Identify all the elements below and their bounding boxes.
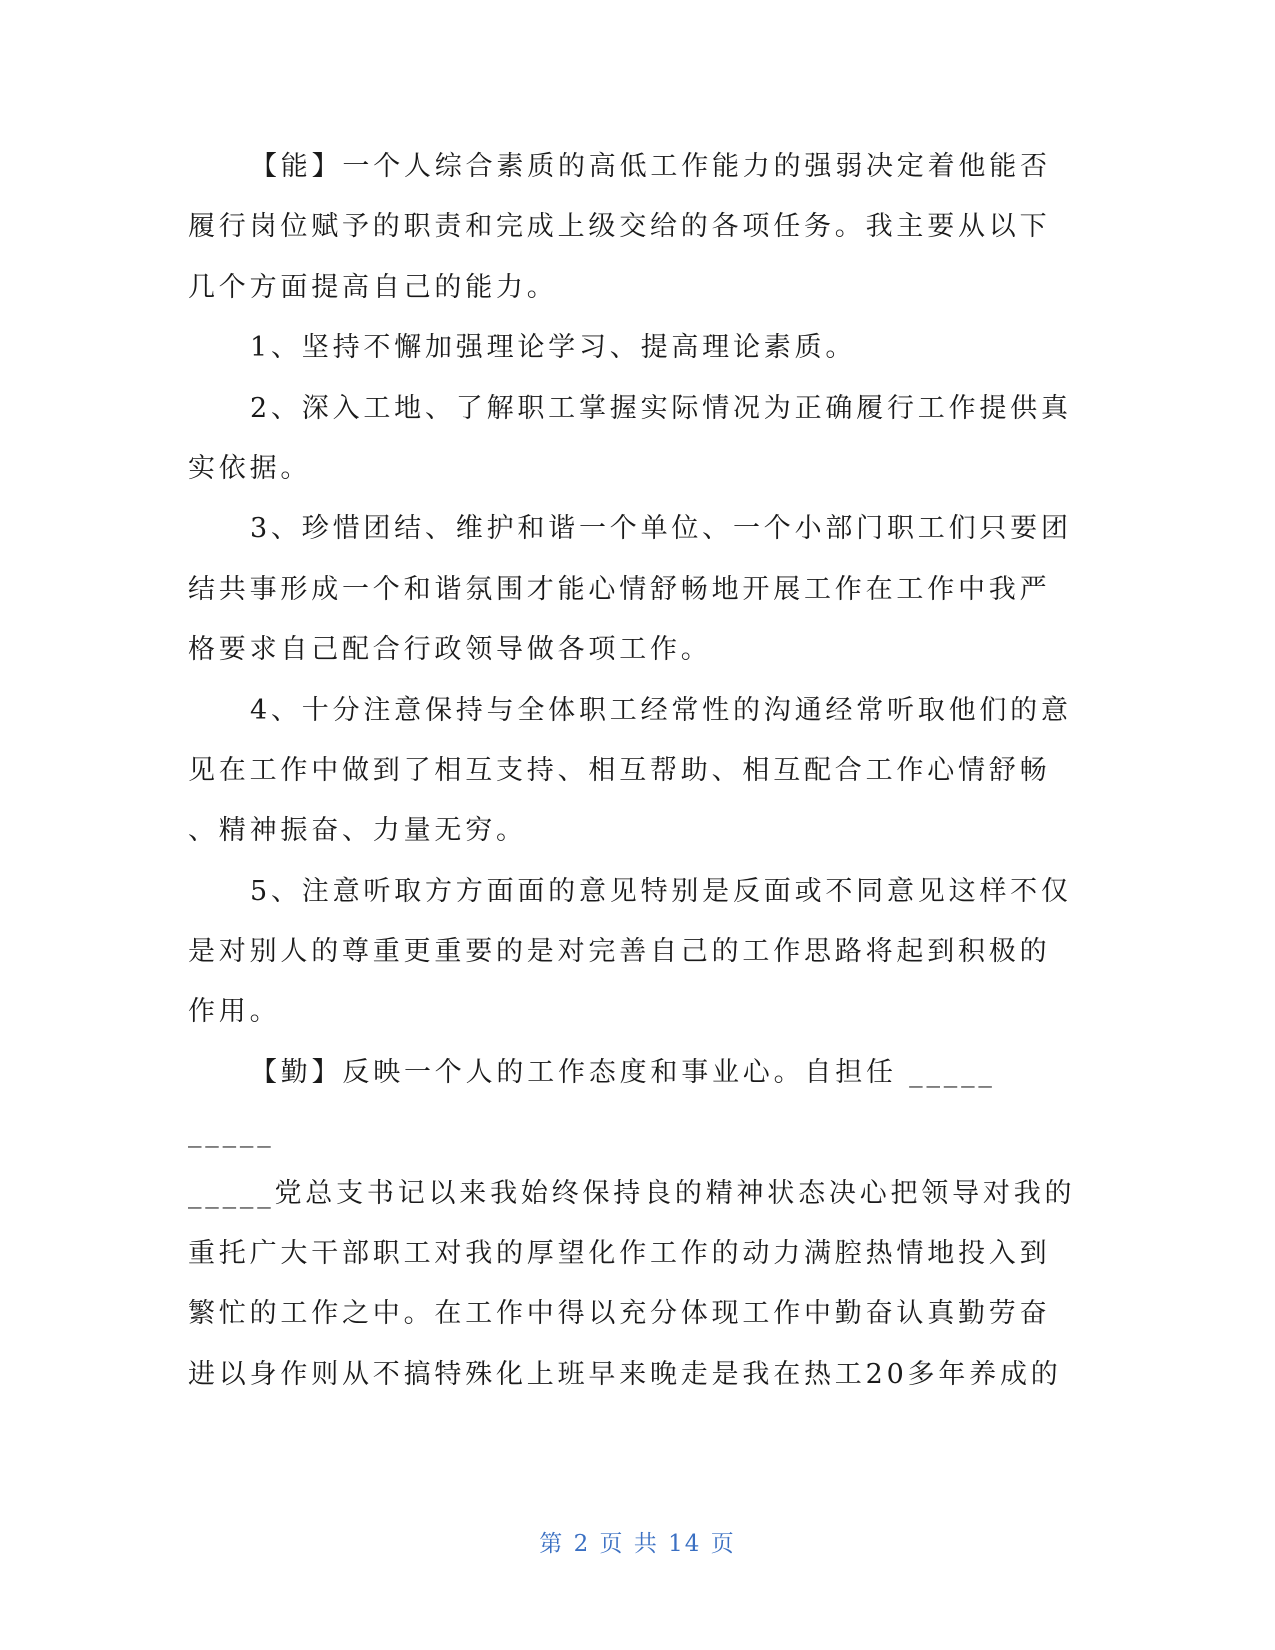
page-footer: 第 2 页 共 14 页 [539,1531,736,1557]
document-body [188,137,1088,1405]
text-line: 是对别人的尊重更重要的是对完善自己的工作思路将起到积极的 [188,936,1051,968]
text-line: 进以身作则从不搞特殊化上班早来晚走是我在热工20多年养成的 [188,1358,1062,1390]
paragraph-item-1 [188,318,1088,378]
text-line: 【能】一个人综合素质的高低工作能力的强弱决定着他能否 [250,151,1051,182]
paragraph-item-5 [188,862,1088,1043]
paragraph-item-4 [188,681,1088,862]
text-line: 【勤】反映一个人的工作态度和事业心。自担任 _____ [250,1056,996,1088]
paragraph-item-2 [188,379,1088,500]
paragraph-item-3 [188,499,1088,680]
text-line: 格要求自己配合行政领导做各项工作。 [188,634,712,666]
text-line: 作用。 [188,996,281,1028]
blank-fill-line: _____ [188,1117,275,1149]
text-line: 结共事形成一个和谐氛围才能心情舒畅地开展工作在工作中我严 [188,573,1051,605]
text-line: 繁忙的工作之中。在工作中得以充分体现工作中勤奋认真勤劳奋 [188,1298,1051,1330]
text-line: 4、十分注意保持与全体职工经常性的沟通经常听取他们的意 [250,694,1072,726]
text-line: 、精神振奋、力量无穷。 [188,815,527,847]
text-line: 1、坚持不懈加强理论学习、提高理论素质。 [250,332,857,364]
text-line: 实依据。 [188,452,312,484]
paragraph-qin [188,1043,1088,1405]
paragraph-neng [188,137,1088,318]
text-line: 见在工作中做到了相互支持、相互帮助、相互配合工作心情舒畅 [188,754,1051,786]
text-line: 几个方面提高自己的能力。 [188,271,558,303]
text-line: 5、注意听取方方面面的意见特别是反面或不同意见这样不仅 [250,875,1072,907]
text-line: _____党总支书记以来我始终保持良的精神状态决心把领导对我的 [188,1177,1076,1209]
text-line: 2、深入工地、了解职工掌握实际情况为正确履行工作提供真 [250,392,1072,424]
text-line: 3、珍惜团结、维护和谐一个单位、一个小部门职工们只要团 [250,513,1072,545]
text-line: 履行岗位赋予的职责和完成上级交给的各项任务。我主要从以下 [188,211,1051,243]
text-line: 重托广大干部职工对我的厚望化作工作的动力满腔热情地投入到 [188,1238,1051,1270]
